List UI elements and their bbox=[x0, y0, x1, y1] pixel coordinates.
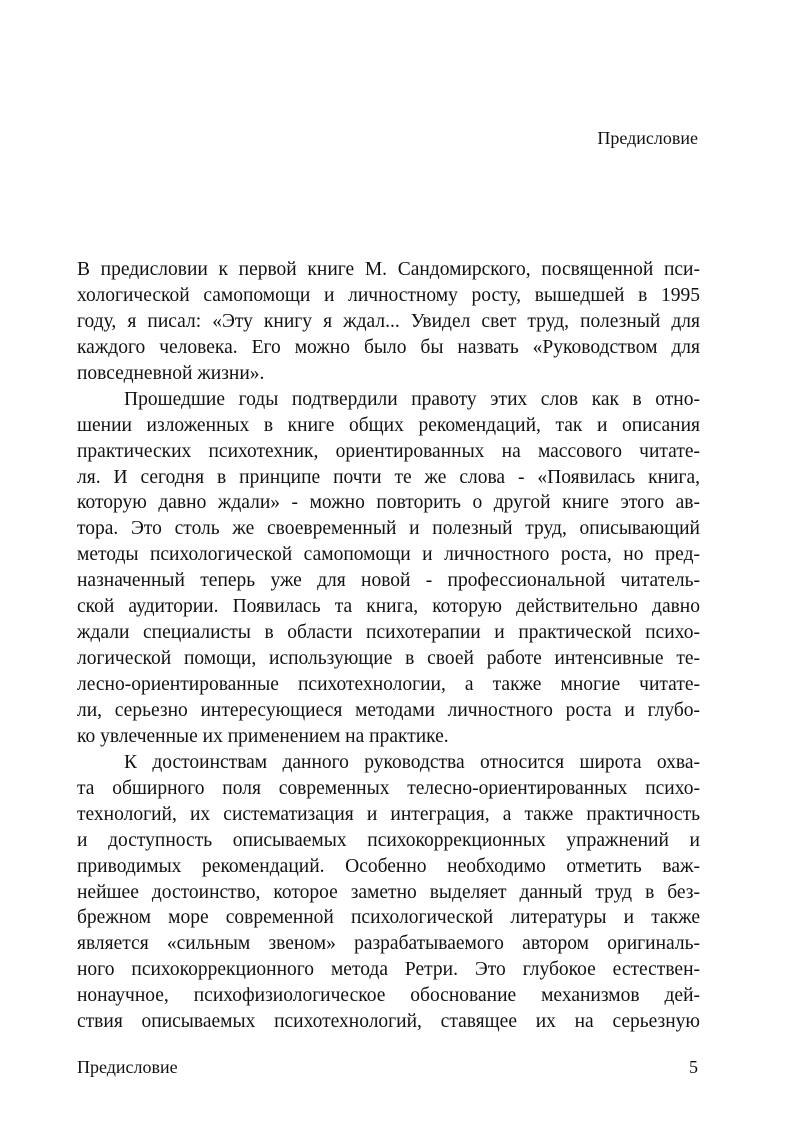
text-line: практических психотехник, ориентированных на массового читате- bbox=[77, 440, 700, 462]
paragraph bbox=[77, 387, 700, 750]
text-line: году, я писал: «Эту книгу я ждал... Увидел свет труд, полезный для bbox=[77, 310, 700, 332]
text-line: которую давно ждали» - можно повторить о другой книге этого ав- bbox=[77, 492, 700, 514]
text-line: та обширного поля современных телесно-ориентированных психо- bbox=[77, 777, 700, 799]
text-line: логической помощи, использующие в своей работе интенсивные те- bbox=[77, 648, 700, 670]
paragraph bbox=[77, 257, 700, 387]
text-line: и доступность описываемых психокоррекционных упражнений и bbox=[77, 829, 700, 851]
footer-section-title: Предисловие bbox=[77, 1057, 178, 1077]
text-line: В предисловии к первой книге М. Сандомирского, посвященной пси- bbox=[77, 259, 700, 280]
text-line: ской аудитории. Появилась та книга, которую действительно давно bbox=[77, 596, 700, 618]
text-line: Прошедшие годы подтвердили правоту этих слов как в отно- bbox=[124, 388, 700, 410]
body-text bbox=[77, 257, 700, 1035]
text-line: ствия описываемых психотехнологий, ставящее их на серьезную bbox=[77, 1011, 700, 1033]
text-line: приводимых рекомендаций. Особенно необходимо отметить важ- bbox=[77, 855, 700, 877]
page-number: 5 bbox=[689, 1057, 698, 1077]
text-line: каждого человека. Его можно было бы назвать «Руководством для bbox=[77, 336, 700, 358]
running-head: Предисловие bbox=[597, 128, 698, 148]
text-line: ли, серьезно интересующиеся методами личностного роста и глубо- bbox=[77, 699, 700, 721]
text-line: ко увлеченные их применением на практике. bbox=[77, 725, 449, 747]
text-line: хологической самопомощи и личностному росту, вышедшей в 1995 bbox=[77, 284, 700, 306]
text-line: повседневной жизни». bbox=[77, 362, 265, 384]
text-line: брежном море современной психологической литературы и также bbox=[77, 907, 700, 929]
text-line: назначенный теперь уже для новой - профессиональной читатель- bbox=[77, 570, 700, 592]
text-line: нонаучное, психофизиологическое обоснование механизмов дей- bbox=[77, 985, 700, 1007]
text-line: ждали специалисты в области психотерапии и практической психо- bbox=[77, 622, 700, 644]
text-line: тора. Это столь же своевременный и полезный труд, описывающий bbox=[77, 518, 700, 540]
text-line: К достоинствам данного руководства относится широта охва- bbox=[124, 751, 700, 773]
text-line: нейшее достоинство, которое заметно выделяет данный труд в без- bbox=[77, 881, 700, 903]
text-line: шении изложенных в книге общих рекомендаций, так и описания bbox=[77, 414, 700, 436]
text-line: ного психокоррекционного метода Ретри. Это глубокое естествен- bbox=[77, 959, 700, 981]
text-line: является «сильным звеном» разрабатываемого автором оригиналь- bbox=[77, 933, 700, 955]
text-line: методы психологической самопомощи и личностного роста, но пред- bbox=[77, 544, 700, 566]
text-line: технологий, их систематизация и интеграция, а также практичность bbox=[77, 803, 700, 825]
paragraph bbox=[77, 750, 700, 1035]
text-line: ля. И сегодня в принципе почти те же слова - «Появилась книга, bbox=[77, 466, 700, 488]
text-line: лесно-ориентированные психотехнологии, а также многие читате- bbox=[77, 674, 700, 695]
